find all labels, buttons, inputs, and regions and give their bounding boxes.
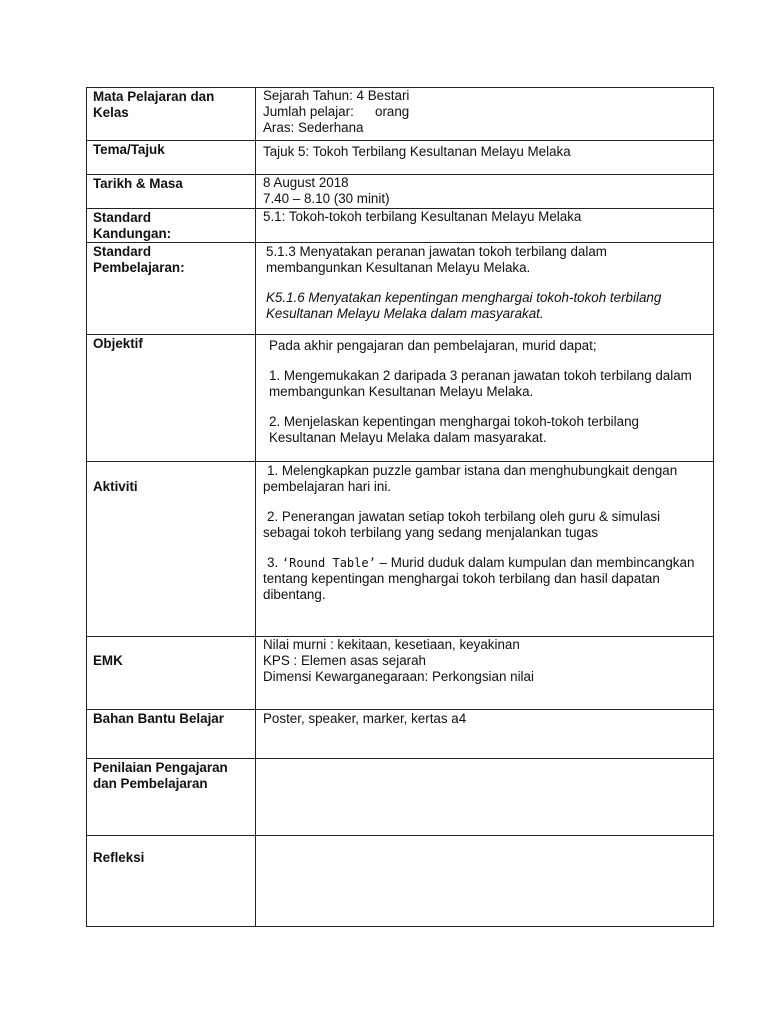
topic-text: Tajuk 5: Tokoh Terbilang Kesultanan Melayu Melaka bbox=[263, 144, 571, 159]
student-count bbox=[263, 104, 709, 120]
content-standard-text: 5.1: Tokoh-tokoh terbilang Kesultanan Melayu Melaka bbox=[263, 209, 582, 224]
activity-1-cont: pembelajaran hari ini. bbox=[263, 479, 392, 494]
activity-3-quoted: ‘Round Table’ bbox=[281, 556, 376, 570]
activity-1: 1. Melengkapkan puzzle gambar istana dan menghubungkait dengan bbox=[267, 463, 678, 478]
label-tema bbox=[87, 141, 256, 175]
label-mata-pelajaran bbox=[87, 88, 256, 141]
row-standard-kandungan bbox=[87, 209, 714, 243]
label-aktiviti bbox=[87, 462, 256, 637]
row-tema bbox=[87, 141, 714, 175]
row-objektif bbox=[87, 335, 714, 462]
row-tarikh bbox=[87, 175, 714, 209]
label-line: dan Pembelajaran bbox=[93, 776, 208, 791]
learning-standard-2-cont: Kesultanan Melayu Melaka dalam masyarakat. bbox=[266, 306, 544, 321]
label-objektif bbox=[87, 335, 256, 462]
label-line: Objektif bbox=[93, 336, 143, 351]
row-penilaian bbox=[87, 759, 714, 836]
label-line: Aktiviti bbox=[93, 479, 138, 494]
value-objektif bbox=[256, 335, 714, 462]
date-text: 8 August 2018 bbox=[263, 175, 349, 190]
emk-dimension: Dimensi Kewarganegaraan: Perkongsian nilai bbox=[263, 669, 534, 684]
learning-standard-2: K5.1.6 Menyatakan kepentingan menghargai tokoh-tokoh terbilang bbox=[266, 290, 662, 305]
student-count-unit: orang bbox=[375, 104, 410, 119]
spacer bbox=[266, 276, 709, 290]
value-refleksi bbox=[256, 836, 714, 927]
label-line: Penilaian Pengajaran bbox=[93, 760, 228, 775]
label-bahan bbox=[87, 710, 256, 759]
label-line: EMK bbox=[93, 653, 123, 668]
label-line: Tarikh & Masa bbox=[93, 176, 183, 191]
objective-2: 2. Menjelaskan kepentingan menghargai tokoh-tokoh terbilang bbox=[269, 414, 639, 429]
value-standard-kandungan bbox=[256, 209, 714, 243]
label-line: Refleksi bbox=[93, 850, 145, 865]
row-aktiviti bbox=[87, 462, 714, 637]
activity-3 bbox=[263, 555, 709, 571]
activity-3-cont: tentang kepentingan menghargai tokoh terbilang dan hasil dapatan bbox=[263, 571, 660, 586]
emk-values: Nilai murni : kekitaan, kesetiaan, keyakinan bbox=[263, 637, 520, 652]
lesson-plan-table bbox=[86, 87, 714, 927]
label-line: Pembelajaran: bbox=[93, 260, 185, 275]
objective-2-cont: Kesultanan Melayu Melaka dalam masyarakat. bbox=[269, 430, 547, 445]
spacer bbox=[263, 495, 709, 509]
label-line: Kelas bbox=[93, 105, 129, 120]
label-penilaian bbox=[87, 759, 256, 836]
row-standard-pembelajaran bbox=[87, 243, 714, 335]
label-tarikh bbox=[87, 175, 256, 209]
spacer bbox=[263, 541, 709, 555]
objective-1-cont: membangunkan Kesultanan Melayu Melaka. bbox=[269, 384, 534, 399]
activity-3-cont2: dibentang. bbox=[263, 587, 326, 602]
label-line: Kandungan: bbox=[93, 226, 172, 241]
row-mata-pelajaran bbox=[87, 88, 714, 141]
row-emk bbox=[87, 637, 714, 710]
label-line: Mata Pelajaran dan bbox=[93, 89, 215, 104]
label-line: Bahan Bantu Belajar bbox=[93, 711, 224, 726]
label-line: Standard bbox=[93, 244, 152, 259]
learning-standard-1-cont: membangunkan Kesultanan Melayu Melaka. bbox=[266, 260, 531, 275]
row-bahan bbox=[87, 710, 714, 759]
label-standard-kandungan bbox=[87, 209, 256, 243]
row-refleksi bbox=[87, 836, 714, 927]
learning-standard-1: 5.1.3 Menyatakan peranan jawatan tokoh terbilang dalam bbox=[266, 244, 607, 259]
objective-1: 1. Mengemukakan 2 daripada 3 peranan jawatan tokoh terbilang dalam bbox=[269, 368, 692, 383]
level: Aras: Sederhana bbox=[263, 120, 364, 135]
value-emk bbox=[256, 637, 714, 710]
label-line: Standard bbox=[93, 210, 152, 225]
spacer bbox=[269, 354, 709, 368]
objective-intro: Pada akhir pengajaran dan pembelajaran, murid dapat; bbox=[269, 338, 597, 353]
subject-year: Sejarah Tahun: 4 Bestari bbox=[263, 88, 410, 103]
value-mata-pelajaran bbox=[256, 88, 714, 141]
time-text: 7.40 – 8.10 (30 minit) bbox=[263, 191, 390, 206]
activity-2-cont: sebagai tokoh terbilang yang sedang menjalankan tugas bbox=[263, 525, 599, 540]
spacer bbox=[269, 400, 709, 414]
emk-kps: KPS : Elemen asas sejarah bbox=[263, 653, 427, 668]
materials-text: Poster, speaker, marker, kertas a4 bbox=[263, 711, 467, 726]
value-aktiviti bbox=[256, 462, 714, 637]
label-emk bbox=[87, 637, 256, 710]
label-line: Tema/Tajuk bbox=[93, 142, 165, 157]
value-penilaian bbox=[256, 759, 714, 836]
activity-2: 2. Penerangan jawatan setiap tokoh terbilang oleh guru & simulasi bbox=[267, 509, 661, 524]
activity-3-prefix: 3. bbox=[267, 555, 282, 570]
value-tema bbox=[256, 141, 714, 175]
label-standard-pembelajaran bbox=[87, 243, 256, 335]
value-bahan bbox=[256, 710, 714, 759]
label-refleksi bbox=[87, 836, 256, 927]
value-standard-pembelajaran bbox=[256, 243, 714, 335]
student-count-label: Jumlah pelajar: bbox=[263, 104, 354, 119]
activity-3-rest: – Murid duduk dalam kumpulan dan membincangkan bbox=[375, 555, 695, 570]
value-tarikh bbox=[256, 175, 714, 209]
